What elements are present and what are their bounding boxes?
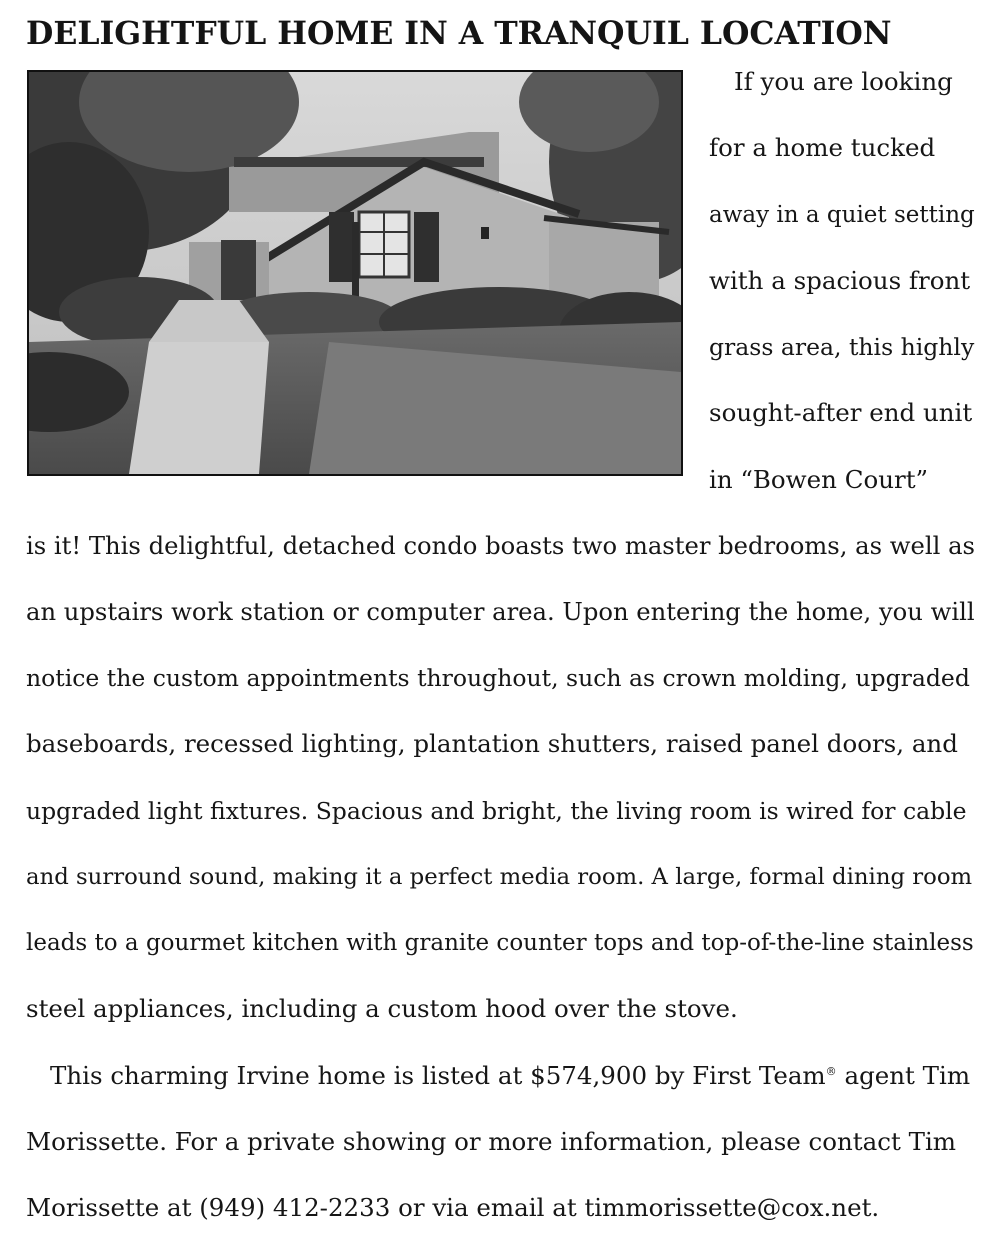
side-text-line-7: in “Bowen Court”: [709, 465, 929, 494]
body-line-6: and surround sound, making it a perfect media room. A large, formal dining room: [26, 864, 973, 890]
body-line-8: steel appliances, including a custom hood over the stove.: [26, 994, 738, 1023]
house-illustration: [29, 72, 681, 474]
house-photo: [27, 70, 683, 476]
side-text-line-3: away in a quiet setting: [709, 202, 975, 228]
side-text-line-1: If you are looking: [734, 67, 953, 96]
body-line-1: is it! This delightful, detached condo boasts two master bedrooms, as well as: [26, 531, 976, 560]
side-text-line-2: for a home tucked: [709, 133, 936, 162]
body-line-7: leads to a gourmet kitchen with granite counter tops and top-of-the-line stainless: [26, 930, 974, 956]
closing-line-1-tail: agent Tim: [836, 1061, 971, 1090]
side-text-line-4: with a spacious front: [709, 266, 971, 295]
closing-line-3: Morissette at (949) 412-2233 or via email at timmorissette@cox.net.: [26, 1193, 880, 1222]
listing-headline: DELIGHTFUL HOME IN A TRANQUIL LOCATION: [26, 15, 892, 52]
closing-line-1: [50, 1059, 970, 1093]
body-line-5: upgraded light fixtures. Spacious and bright, the living room is wired for cable: [26, 797, 967, 825]
closing-line-2: Morissette. For a private showing or more information, please contact Tim: [26, 1127, 957, 1156]
body-line-2: an upstairs work station or computer area. Upon entering the home, you will: [26, 597, 975, 626]
registered-mark: ®: [825, 1064, 837, 1078]
side-text-line-6: sought-after end unit: [709, 398, 973, 427]
body-line-3: notice the custom appointments throughout, such as crown molding, upgraded: [26, 664, 970, 692]
closing-line-1-text: This charming Irvine home is listed at $574,900 by First Team: [50, 1061, 826, 1090]
body-line-4: baseboards, recessed lighting, plantation shutters, raised panel doors, and: [26, 729, 958, 758]
side-text-line-5: grass area, this highly: [709, 333, 975, 361]
